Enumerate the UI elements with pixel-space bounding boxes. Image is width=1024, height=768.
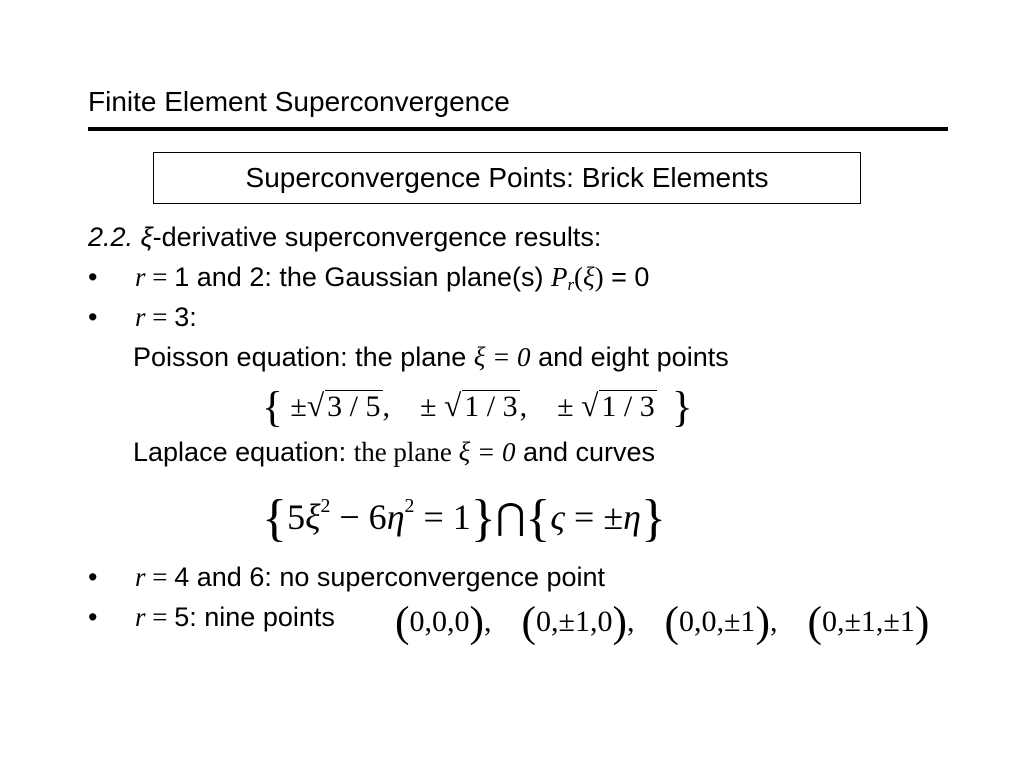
curve-five: 5 [287, 496, 306, 537]
point-3-close: ) [755, 598, 770, 646]
pm-3: ± [557, 389, 574, 423]
section-text: -derivative superconvergence results: [152, 222, 602, 252]
section-symbol: ξ [140, 222, 153, 252]
bullet-item-3 [135, 562, 605, 593]
curve-minus: − 6 [330, 496, 387, 537]
slide-subtitle-box [153, 152, 861, 204]
laplace-text: Laplace equation: [133, 437, 354, 467]
poisson-text: Poisson equation: the plane [133, 342, 474, 372]
curve-eta: η [386, 496, 405, 537]
math-xi: ξ [583, 262, 595, 292]
nine-points-list: (0,0,0), (0,±1,0), (0,0,±1), (0,±1,±1) [395, 598, 930, 646]
laplace-serif-text: the plane [353, 437, 459, 467]
sqrt-value-1: 3 / 5 [327, 389, 381, 423]
bullet-3-var: r [135, 562, 146, 592]
slide-subtitle: Superconvergence Points: Brick Elements [245, 162, 769, 193]
poisson-line [133, 342, 729, 373]
point-3: 0,0,±1 [678, 604, 756, 638]
bullet-1-eq: = [145, 262, 175, 292]
close-brace: } [671, 383, 693, 431]
radical-1: √ [306, 387, 325, 423]
math-open: ( [574, 262, 583, 292]
bullet-2-eq: = [145, 302, 175, 332]
point-2-close: ) [612, 598, 627, 646]
curve2-close-brace: } [640, 489, 666, 547]
point-2-open: ( [521, 598, 536, 646]
bullet-2-var: r [135, 302, 146, 332]
comma-1: , [382, 389, 390, 423]
point-4-open: ( [807, 598, 822, 646]
curve2-open-brace: { [525, 489, 551, 547]
bullet-2-text: 3: [174, 302, 197, 332]
curve-eta-exp: 2 [404, 494, 415, 517]
eight-points-set [262, 382, 693, 432]
open-brace: { [262, 383, 283, 431]
point-1: 0,0,0 [409, 604, 470, 638]
bullet-marker-4: • [88, 602, 98, 632]
laplace-math: ξ = 0 [458, 437, 516, 467]
bullet-4-var: r [135, 602, 146, 632]
header-rule [88, 127, 948, 131]
slide-header: Finite Element Superconvergence [88, 86, 510, 117]
math-eq: = 0 [603, 262, 650, 292]
bullet-item-1 [135, 262, 649, 295]
math-P: P [550, 262, 568, 292]
curve-eta2: η [623, 496, 641, 537]
laplace-line [133, 437, 655, 468]
radical-3: √ [581, 387, 599, 423]
curve-zeta: ς [550, 496, 566, 537]
pm-2: ± [420, 389, 437, 423]
sqrt-value-2: 1 / 3 [464, 389, 518, 423]
curve-xi-exp: 2 [320, 494, 331, 517]
point-4: 0,±1,±1 [821, 604, 915, 638]
point-4-close: ) [914, 598, 930, 646]
radical-2: √ [443, 387, 462, 423]
curve-open-brace: { [262, 489, 288, 547]
laplace-tail: and curves [515, 437, 656, 467]
bullet-3-eq: = [145, 562, 175, 592]
bullet-3-text: 4 and 6: no superconvergence point [174, 562, 606, 592]
curve-eq2: = ± [565, 496, 624, 537]
section-number: 2.2. [88, 222, 134, 252]
bullet-marker-2: • [88, 302, 98, 332]
curve-close-brace: } [470, 489, 496, 547]
pm-1: ± [290, 389, 307, 423]
poisson-tail: and eight points [530, 342, 729, 372]
point-1-close: ) [469, 598, 484, 646]
sqrt-value-3: 1 / 3 [601, 389, 655, 423]
bullet-item-2 [135, 302, 197, 333]
curve-xi: ξ [305, 496, 321, 537]
bullet-item-4 [135, 602, 335, 633]
bullet-1-var: r [135, 262, 146, 292]
bullet-4-text: 5: nine points [174, 602, 335, 632]
bullet-4-eq: = [145, 602, 175, 632]
math-P-sub: r [567, 275, 574, 295]
bullet-1-text: 1 and 2: the Gaussian plane(s) [174, 262, 551, 292]
curve-set [262, 488, 666, 548]
poisson-math: ξ = 0 [473, 342, 531, 372]
curve-eq: = 1 [414, 496, 471, 537]
point-3-open: ( [664, 598, 679, 646]
point-1-open: ( [395, 598, 410, 646]
bullet-marker-3: • [88, 562, 98, 592]
comma-2: , [519, 389, 528, 423]
bullet-marker-1: • [88, 262, 98, 292]
point-2: 0,±1,0 [536, 604, 613, 638]
math-close: ) [594, 262, 604, 292]
intersection-symbol: ⋂ [495, 496, 526, 537]
section-heading [88, 222, 601, 253]
